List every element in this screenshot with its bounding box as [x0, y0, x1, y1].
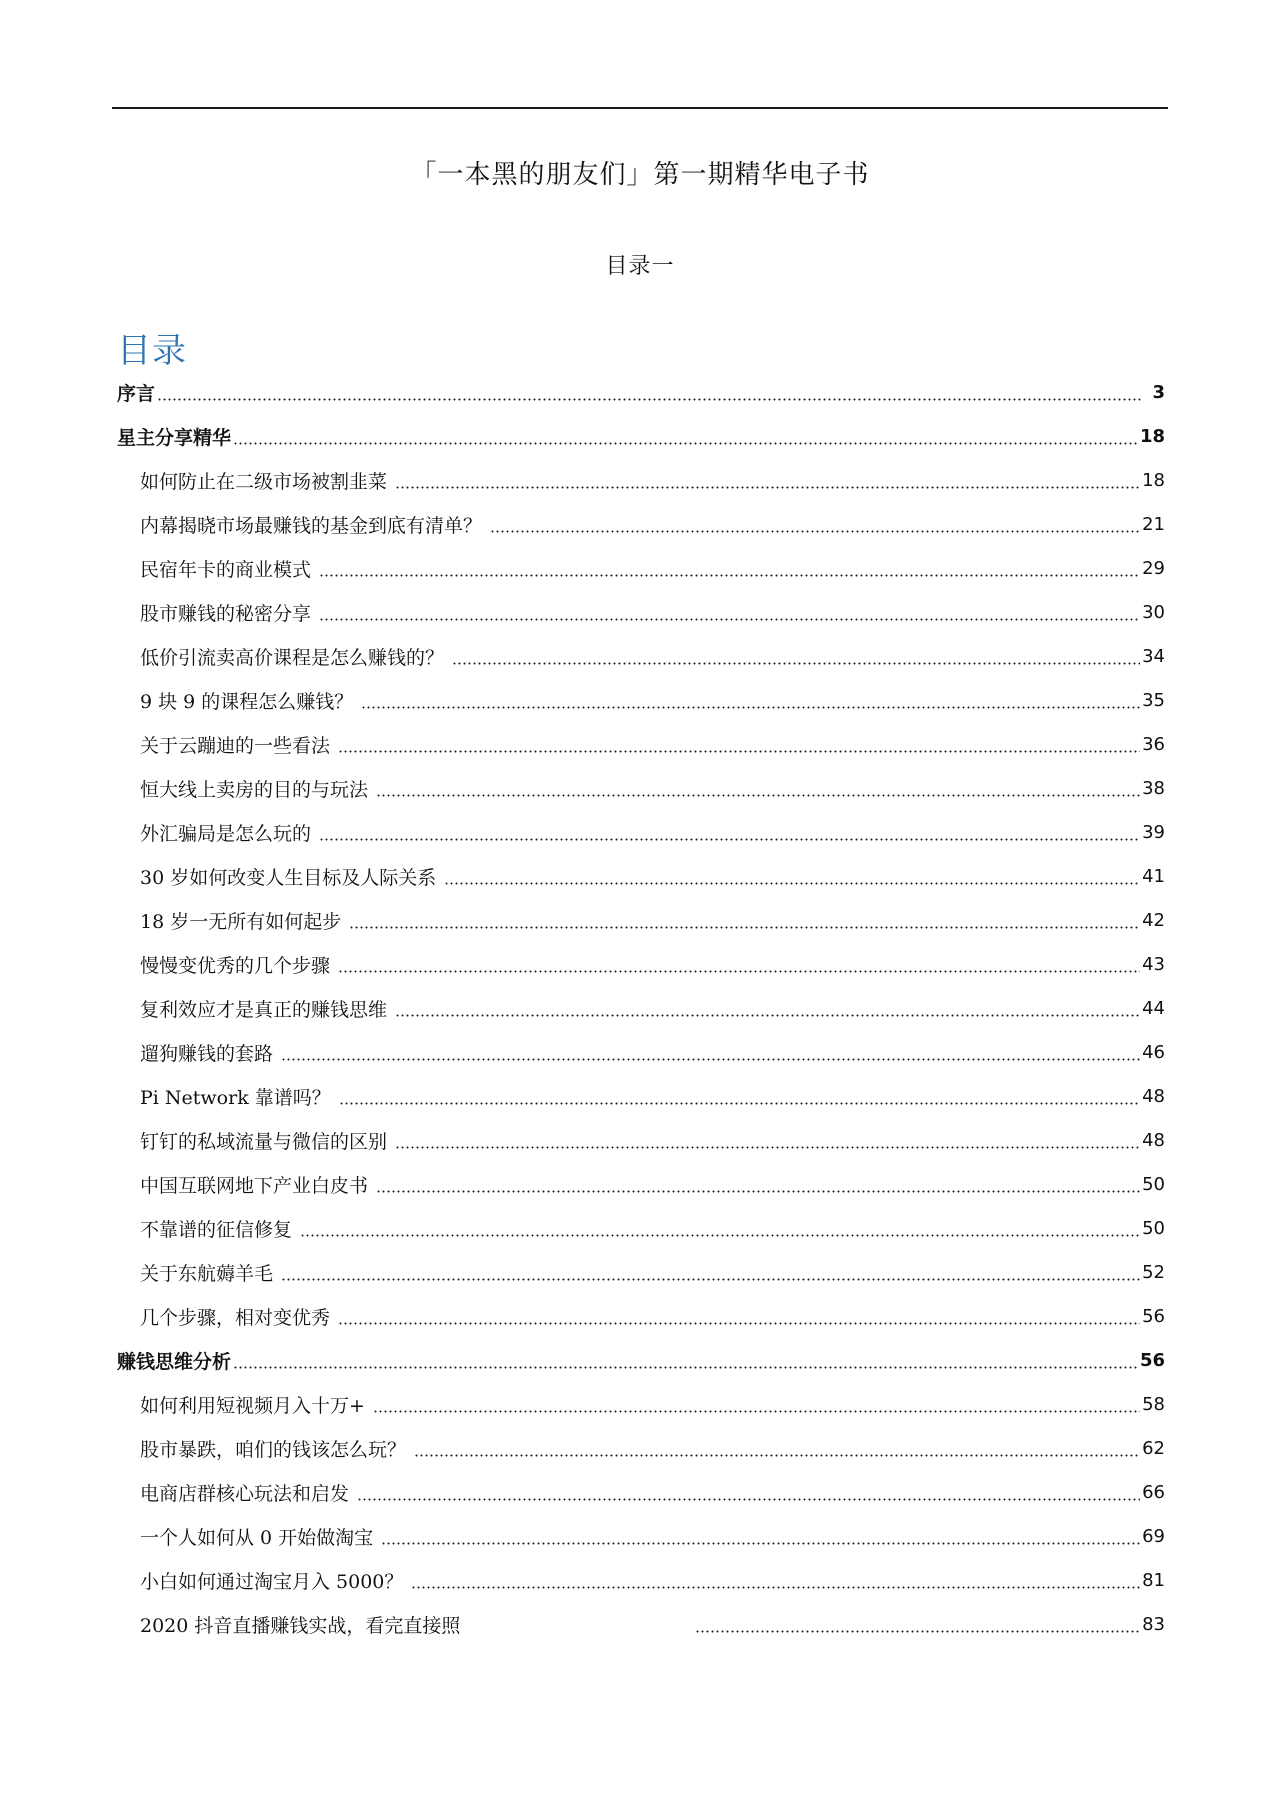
- toc-entry-title: 小白如何通过淘宝月入 5000？: [140, 1570, 404, 1593]
- toc-entry-title: 低价引流卖高价课程是怎么赚钱的？: [140, 646, 445, 669]
- toc-dot-leader: [233, 442, 1138, 445]
- toc-entry-page-number: 48: [1142, 1129, 1165, 1151]
- toc-entry-page-number: 18: [1139, 425, 1165, 447]
- toc-entry-title: 如何防止在二级市场被割韭菜: [140, 470, 388, 493]
- toc-entry[interactable]: [117, 590, 1165, 634]
- toc-section-entry[interactable]: [117, 414, 1165, 458]
- toc-entry-title: 2020 抖音直播赚钱实战，看完直接照: [140, 1614, 461, 1637]
- toc-dot-leader: [695, 1630, 1140, 1633]
- toc-entry[interactable]: [117, 502, 1165, 546]
- toc-dot-leader: [395, 486, 1140, 489]
- toc-entry-page-number: 46: [1142, 1041, 1165, 1063]
- toc-dot-leader: [411, 1586, 1140, 1589]
- toc-entry[interactable]: [117, 1558, 1165, 1602]
- toc-dot-leader: [349, 926, 1140, 929]
- toc-entry-title: 慢慢变优秀的几个步骤: [140, 954, 331, 977]
- toc-dot-leader: [281, 1278, 1140, 1281]
- toc-entry[interactable]: [117, 810, 1165, 854]
- toc-dot-leader: [319, 574, 1140, 577]
- header-rule: [112, 107, 1168, 109]
- toc-entry[interactable]: [117, 1514, 1165, 1558]
- toc-entry[interactable]: [117, 942, 1165, 986]
- toc-entry-page-number: 50: [1142, 1173, 1165, 1195]
- toc-entry-title: 一个人如何从 0 开始做淘宝: [140, 1526, 374, 1549]
- toc-entry-title: 30 岁如何改变人生目标及人际关系: [140, 866, 437, 889]
- toc-entry-page-number: 56: [1139, 1349, 1165, 1371]
- toc-dot-leader: [319, 838, 1140, 841]
- toc-entry-title: Pi Network 靠谱吗？: [140, 1086, 331, 1109]
- toc-dot-leader: [338, 970, 1140, 973]
- toc-dot-leader: [444, 882, 1140, 885]
- toc-dot-leader: [395, 1014, 1140, 1017]
- toc-entry-page-number: 21: [1142, 513, 1165, 535]
- toc-entry[interactable]: [117, 766, 1165, 810]
- toc-entry[interactable]: [117, 986, 1165, 1030]
- toc-entry-title: 关于东航薅羊毛: [140, 1262, 274, 1285]
- toc-entry[interactable]: [117, 678, 1165, 722]
- toc-entry[interactable]: [117, 1074, 1165, 1118]
- toc-section-entry[interactable]: [117, 1338, 1165, 1382]
- toc-entry-title: 外汇骗局是怎么玩的: [140, 822, 312, 845]
- toc-heading: 目录: [117, 331, 187, 371]
- toc-entry-title: 赚钱思维分析: [117, 1350, 232, 1373]
- document-subtitle: 目录一: [605, 254, 675, 279]
- toc-entry-title: 电商店群核心玩法和启发: [140, 1482, 350, 1505]
- toc-entry-title: 如何利用短视频月入十万+: [140, 1394, 365, 1417]
- toc-entry[interactable]: [117, 1602, 1165, 1646]
- toc-entry-page-number: 35: [1142, 689, 1165, 711]
- toc-entry[interactable]: [117, 634, 1165, 678]
- toc-entry[interactable]: [117, 1206, 1165, 1250]
- toc-entry-title: 星主分享精华: [117, 426, 232, 449]
- toc-entry-title: 序言: [117, 382, 156, 405]
- toc-entry-title: 中国互联网地下产业白皮书: [140, 1174, 369, 1197]
- toc-entry-title: 股市暴跌，咱们的钱该怎么玩？: [140, 1438, 407, 1461]
- table-of-contents: [117, 370, 1165, 1646]
- toc-entry[interactable]: [117, 854, 1165, 898]
- toc-entry-page-number: 38: [1142, 777, 1165, 799]
- toc-dot-leader: [376, 1190, 1140, 1193]
- toc-dot-leader: [319, 618, 1140, 621]
- toc-dot-leader: [414, 1454, 1140, 1457]
- toc-entry-page-number: 56: [1142, 1305, 1165, 1327]
- toc-dot-leader: [452, 662, 1140, 665]
- toc-entry-page-number: 48: [1142, 1085, 1165, 1107]
- toc-entry-page-number: 30: [1142, 601, 1165, 623]
- toc-entry-title: 钉钉的私域流量与微信的区别: [140, 1130, 388, 1153]
- toc-dot-leader: [339, 1102, 1140, 1105]
- toc-entry[interactable]: [117, 898, 1165, 942]
- toc-entry-page-number: 83: [1142, 1613, 1165, 1635]
- toc-entry[interactable]: [117, 722, 1165, 766]
- toc-entry-page-number: 44: [1142, 997, 1165, 1019]
- toc-entry-page-number: 52: [1142, 1261, 1165, 1283]
- toc-entry-page-number: 18: [1142, 469, 1165, 491]
- toc-entry-title: 18 岁一无所有如何起步: [140, 910, 342, 933]
- toc-entry-title: 不靠谱的征信修复: [140, 1218, 293, 1241]
- toc-entry[interactable]: [117, 1382, 1165, 1426]
- toc-entry-title: 内幕揭晓市场最赚钱的基金到底有清单？: [140, 514, 483, 537]
- toc-entry[interactable]: [117, 546, 1165, 590]
- toc-entry-title: 遛狗赚钱的套路: [140, 1042, 274, 1065]
- toc-entry[interactable]: [117, 1426, 1165, 1470]
- toc-entry-title: 关于云蹦迪的一些看法: [140, 734, 331, 757]
- toc-dot-leader: [338, 1322, 1140, 1325]
- toc-entry-page-number: 42: [1142, 909, 1165, 931]
- toc-dot-leader: [300, 1234, 1140, 1237]
- toc-entry-page-number: 81: [1142, 1569, 1165, 1591]
- toc-entry[interactable]: [117, 1470, 1165, 1514]
- toc-dot-leader: [157, 398, 1143, 401]
- toc-dot-leader: [490, 530, 1140, 533]
- toc-dot-leader: [338, 750, 1140, 753]
- toc-entry-title: 恒大线上卖房的目的与玩法: [140, 778, 369, 801]
- toc-entry-page-number: 62: [1142, 1437, 1165, 1459]
- toc-entry-page-number: 29: [1142, 557, 1165, 579]
- toc-section-entry[interactable]: [117, 370, 1165, 414]
- toc-entry-page-number: 50: [1142, 1217, 1165, 1239]
- toc-dot-leader: [376, 794, 1140, 797]
- toc-entry-page-number: 39: [1142, 821, 1165, 843]
- toc-dot-leader: [361, 706, 1140, 709]
- toc-entry-page-number: 69: [1142, 1525, 1165, 1547]
- toc-entry[interactable]: [117, 458, 1165, 502]
- toc-dot-leader: [395, 1146, 1140, 1149]
- toc-entry-page-number: 58: [1142, 1393, 1165, 1415]
- toc-dot-leader: [357, 1498, 1140, 1501]
- toc-entry[interactable]: [117, 1030, 1165, 1074]
- toc-entry[interactable]: [117, 1250, 1165, 1294]
- toc-dot-leader: [381, 1542, 1140, 1545]
- toc-entry-title: 几个步骤，相对变优秀: [140, 1306, 331, 1329]
- toc-entry-page-number: 36: [1142, 733, 1165, 755]
- toc-entry[interactable]: [117, 1294, 1165, 1338]
- toc-entry-page-number: 41: [1142, 865, 1165, 887]
- toc-entry-title: 复利效应才是真正的赚钱思维: [140, 998, 388, 1021]
- toc-entry-page-number: 66: [1142, 1481, 1165, 1503]
- toc-entry-title: 股市赚钱的秘密分享: [140, 602, 312, 625]
- toc-entry-title: 9 块 9 的课程怎么赚钱？: [140, 690, 354, 713]
- toc-entry[interactable]: [117, 1162, 1165, 1206]
- toc-dot-leader: [373, 1410, 1140, 1413]
- toc-dot-leader: [281, 1058, 1140, 1061]
- toc-entry-page-number: 3: [1152, 381, 1165, 403]
- toc-entry-title: 民宿年卡的商业模式: [140, 558, 312, 581]
- toc-dot-leader: [233, 1366, 1138, 1369]
- toc-entry-page-number: 34: [1142, 645, 1165, 667]
- document-title: 「一本黑的朋友们」第一期精华电子书: [410, 160, 870, 190]
- toc-entry[interactable]: [117, 1118, 1165, 1162]
- toc-entry-page-number: 43: [1142, 953, 1165, 975]
